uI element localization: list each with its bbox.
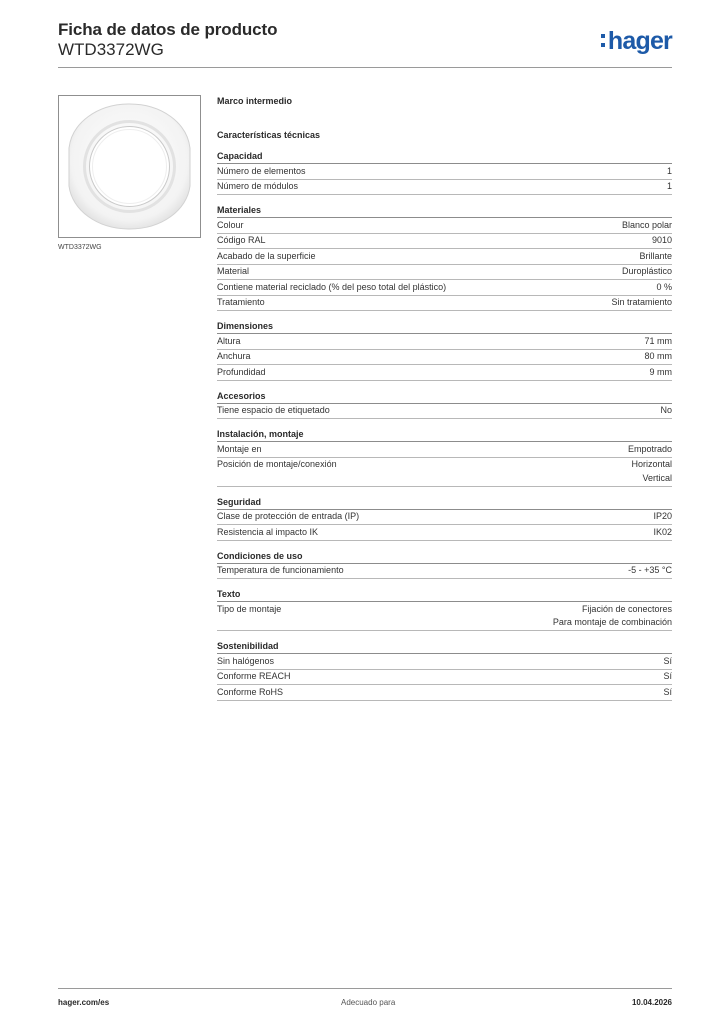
document-header	[58, 20, 277, 60]
spec-value: Empotrado	[627, 443, 672, 454]
spec-value: No	[660, 405, 672, 415]
section-heading: Capacidad	[217, 150, 672, 164]
spec-label: Resistencia al impacto IK	[217, 526, 319, 537]
spec-value: 9 mm	[649, 366, 672, 377]
spec-label: Posición de montaje/conexión	[217, 459, 337, 469]
spec-section	[217, 550, 672, 580]
spec-row	[217, 510, 672, 526]
spec-row	[217, 218, 672, 234]
spec-value: 71 mm	[644, 335, 672, 346]
spec-label: Altura	[217, 335, 241, 346]
spec-value: Sin tratamiento	[611, 297, 672, 307]
spec-sections	[217, 150, 672, 701]
spec-row	[217, 670, 672, 686]
spec-row	[217, 249, 672, 265]
spec-label: Montaje en	[217, 443, 262, 454]
spec-content	[217, 94, 672, 710]
spec-row	[217, 334, 672, 350]
footer-divider	[58, 988, 672, 989]
spec-value: Blanco polar	[621, 219, 672, 230]
section-heading: Dimensiones	[217, 320, 672, 334]
spec-section	[217, 496, 672, 541]
spec-label: Conforme RoHS	[217, 686, 284, 697]
spec-label: Colour	[217, 219, 244, 230]
spec-section	[217, 428, 672, 487]
spec-value: IK02	[653, 526, 672, 537]
spec-row	[217, 525, 672, 541]
spec-row	[217, 458, 672, 487]
spec-row	[217, 234, 672, 250]
document-title: Ficha de datos de producto	[58, 20, 278, 39]
section-heading: Materiales	[217, 204, 672, 218]
spec-row	[217, 404, 672, 420]
footer-note: Adecuado para	[341, 998, 396, 1007]
spec-row	[217, 280, 672, 296]
hager-logo	[601, 26, 672, 56]
spec-label: Tiene espacio de etiquetado	[217, 405, 330, 415]
spec-label: Conforme REACH	[217, 671, 291, 681]
spec-value: 80 mm	[644, 351, 672, 361]
footer-date: 10.04.2026	[631, 998, 672, 1007]
spec-label: Número de elementos	[217, 165, 306, 176]
spec-label: Código RAL	[217, 235, 266, 245]
logo-text: hager	[607, 27, 672, 55]
spec-label: Anchura	[217, 351, 251, 361]
product-name: Marco intermedio	[217, 96, 293, 106]
spec-value: 1	[666, 165, 672, 176]
spec-row	[217, 180, 672, 196]
image-caption: WTD3372WG	[58, 244, 102, 251]
spec-label: Material	[217, 266, 250, 276]
spec-label: Clase de protección de entrada (IP)	[217, 511, 360, 521]
spec-label: Tipo de montaje	[217, 603, 282, 614]
spec-label: Número de módulos	[217, 181, 299, 191]
footer-website: hager.com/es	[58, 998, 110, 1007]
spec-section	[217, 640, 672, 701]
spec-value: Duroplástico	[621, 266, 672, 276]
spec-value: 9010	[651, 235, 672, 245]
spec-row	[217, 296, 672, 312]
section-heading: Instalación, montaje	[217, 428, 672, 442]
spec-value: Brillante	[639, 250, 672, 261]
spec-row	[217, 602, 672, 631]
spec-value: Fijación de conectores Para montaje de combinación	[552, 603, 672, 627]
spec-value: Sí	[663, 671, 672, 681]
spec-section	[217, 390, 672, 420]
spec-label: Contiene material reciclado (% del peso total del plástico)	[217, 281, 447, 292]
frame-illustration	[59, 96, 200, 237]
spec-label: Sin halógenos	[217, 655, 275, 666]
spec-value: 1	[666, 181, 672, 191]
section-heading: Accesorios	[217, 390, 672, 404]
specs-heading: Características técnicas	[217, 130, 321, 140]
spec-value: Horizontal Vertical	[631, 459, 672, 483]
spec-section	[217, 320, 672, 381]
spec-row	[217, 265, 672, 281]
spec-section	[217, 588, 672, 631]
spec-label: Temperatura de funcionamiento	[217, 565, 344, 575]
spec-value: -5 - +35 °C	[628, 565, 672, 575]
product-code: WTD3372WG	[58, 40, 164, 59]
spec-row	[217, 350, 672, 366]
header-divider	[58, 67, 672, 68]
spec-value: Sí	[663, 655, 672, 666]
spec-value: IP20	[653, 511, 672, 521]
section-heading: Sostenibilidad	[217, 640, 672, 654]
spec-row	[217, 654, 672, 670]
spec-row	[217, 442, 672, 458]
spec-row	[217, 685, 672, 701]
spec-row	[217, 564, 672, 580]
spec-label: Profundidad	[217, 366, 266, 377]
section-heading: Seguridad	[217, 496, 672, 510]
section-heading: Condiciones de uso	[217, 550, 672, 564]
spec-section	[217, 204, 672, 311]
section-heading: Texto	[217, 588, 672, 602]
spec-label: Acabado de la superficie	[217, 250, 316, 261]
spec-row	[217, 164, 672, 180]
spec-label: Tratamiento	[217, 297, 265, 307]
product-image	[58, 95, 201, 238]
spec-value: Sí	[663, 686, 672, 697]
spec-section	[217, 150, 672, 195]
spec-value: 0 %	[656, 281, 672, 292]
logo-dots-icon	[601, 34, 606, 54]
spec-row	[217, 365, 672, 381]
